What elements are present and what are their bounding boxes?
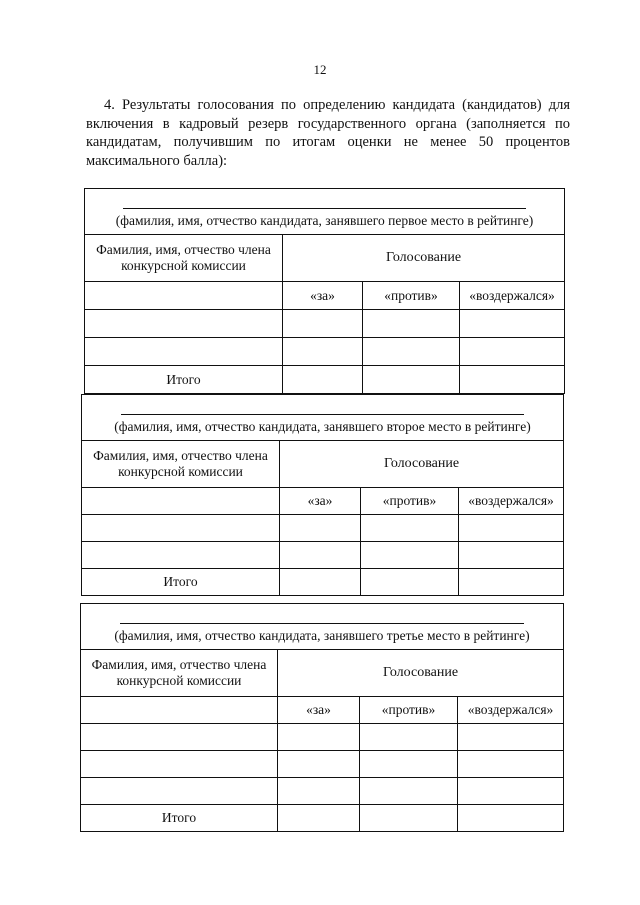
total-cell: [459, 569, 564, 596]
vote-cell: [360, 751, 458, 778]
member-header: Фамилия, имя, отчество члена конкурсной комиссии: [81, 650, 278, 697]
member-cell: [82, 515, 280, 542]
voting-header: Голосование: [283, 235, 565, 282]
member-cell: [81, 778, 278, 805]
vote-cell: [278, 724, 360, 751]
candidate-name-cell: [85, 189, 565, 235]
columns-row: [85, 282, 565, 310]
voting-header: Голосование: [280, 441, 564, 488]
column-abstained: «воздержался»: [459, 488, 564, 515]
total-label: Итого: [82, 569, 280, 596]
voting-header: Голосование: [278, 650, 564, 697]
voting-table-third-place: [80, 603, 564, 832]
header-row: [85, 235, 565, 282]
vote-cell: [360, 724, 458, 751]
table-row: [81, 724, 564, 751]
candidate-caption: (фамилия, имя, отчество кандидата, занявшего третье место в рейтинге): [114, 627, 530, 643]
table-row: [81, 751, 564, 778]
vote-cell: [460, 338, 565, 366]
total-cell: [458, 805, 564, 832]
empty-cell: [81, 697, 278, 724]
header-row: [81, 650, 564, 697]
vote-cell: [459, 542, 564, 569]
vote-cell: [360, 778, 458, 805]
vote-cell: [458, 751, 564, 778]
total-row: [82, 569, 564, 596]
vote-cell: [278, 751, 360, 778]
table-row: [82, 515, 564, 542]
vote-cell: [460, 310, 565, 338]
vote-cell: [363, 338, 460, 366]
vote-cell: [283, 310, 363, 338]
candidate-caption: (фамилия, имя, отчество кандидата, занявшего первое место в рейтинге): [115, 212, 534, 228]
member-cell: [81, 724, 278, 751]
table-row: [81, 778, 564, 805]
total-row: [85, 366, 565, 394]
vote-cell: [280, 515, 361, 542]
total-cell: [361, 569, 459, 596]
column-for: «за»: [278, 697, 360, 724]
member-cell: [81, 751, 278, 778]
candidate-name-line: [120, 623, 525, 624]
voting-table-second-place: [81, 394, 564, 596]
total-cell: [278, 805, 360, 832]
member-cell: [85, 338, 283, 366]
vote-cell: [458, 778, 564, 805]
total-label: Итого: [85, 366, 283, 394]
table-row: [85, 338, 565, 366]
table-row: [85, 310, 565, 338]
total-label: Итого: [81, 805, 278, 832]
columns-row: [82, 488, 564, 515]
vote-cell: [280, 542, 361, 569]
member-header: Фамилия, имя, отчество члена конкурсной комиссии: [82, 441, 280, 488]
candidate-name-cell: [82, 395, 564, 441]
column-against: «против»: [360, 697, 458, 724]
section-intro-paragraph: 4. Результаты голосования по определению кандидата (кандидатов) для включения в кадровый резерв государственного органа (заполняется по кандидатам, получившим по итогам оценки не менее 50 процентов максимального балла):: [86, 97, 570, 169]
total-cell: [460, 366, 565, 394]
page-number: 12: [313, 62, 327, 77]
column-against: «против»: [363, 282, 460, 310]
vote-cell: [363, 310, 460, 338]
total-row: [81, 805, 564, 832]
candidate-row: [82, 395, 564, 441]
total-cell: [280, 569, 361, 596]
candidate-name-cell: [81, 604, 564, 650]
member-cell: [82, 542, 280, 569]
candidate-name-line: [121, 414, 525, 415]
total-cell: [360, 805, 458, 832]
vote-cell: [458, 724, 564, 751]
header-row: [82, 441, 564, 488]
member-cell: [85, 310, 283, 338]
candidate-row: [81, 604, 564, 650]
vote-cell: [361, 515, 459, 542]
column-for: «за»: [280, 488, 361, 515]
candidate-caption: (фамилия, имя, отчество кандидата, занявшего второе место в рейтинге): [114, 418, 531, 434]
vote-cell: [283, 338, 363, 366]
vote-cell: [459, 515, 564, 542]
column-for: «за»: [283, 282, 363, 310]
empty-cell: [85, 282, 283, 310]
empty-cell: [82, 488, 280, 515]
member-header: Фамилия, имя, отчество члена конкурсной комиссии: [85, 235, 283, 282]
total-cell: [283, 366, 363, 394]
columns-row: [81, 697, 564, 724]
candidate-name-line: [123, 208, 525, 209]
vote-cell: [278, 778, 360, 805]
table-row: [82, 542, 564, 569]
column-abstained: «воздержался»: [460, 282, 565, 310]
total-cell: [363, 366, 460, 394]
vote-cell: [361, 542, 459, 569]
column-abstained: «воздержался»: [458, 697, 564, 724]
voting-table-first-place: [84, 188, 565, 394]
candidate-row: [85, 189, 565, 235]
column-against: «против»: [361, 488, 459, 515]
